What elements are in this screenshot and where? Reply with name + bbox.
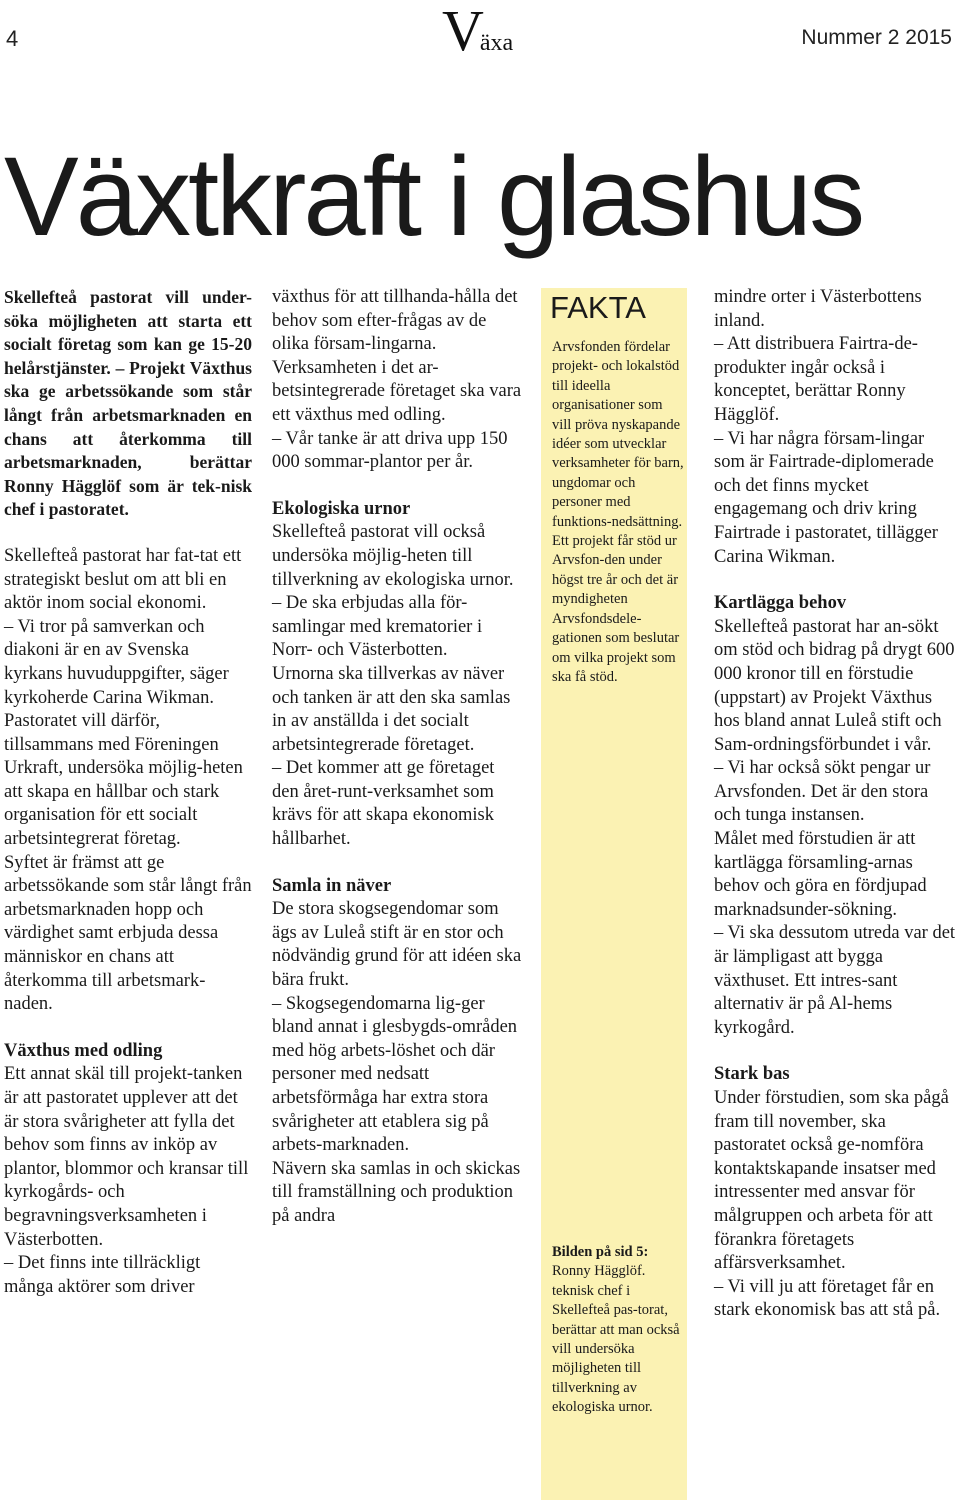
body-paragraph: – Vi har också sökt pengar ur Arvsfonden. Det är den stora och tunga instansen.	[714, 758, 931, 826]
page-number: 4	[6, 26, 19, 51]
article-column-4	[714, 286, 958, 1323]
subheading: Ekologiska urnor	[272, 498, 411, 519]
body-paragraph: växthus för att tillhanda-hålla det behov som efter-frågas av de olika försam-lingarna.	[272, 287, 518, 355]
lead-paragraph: Skellefteå pastorat vill under-söka möjligheten att starta ett socialt företag som kan ge 15-20 helårstjänster. – Projekt Växthus ska ge arbetssökande som står långt från arbetsmarknaden en chans att återkomma till arbetsmarknaden, berättar Ronny Hägglöf som är tek-nisk chef i pastoratet.	[4, 287, 252, 520]
body-paragraph: Under förstudien, som ska pågå fram till november, ska pastoratet också ge-nomföra kontaktskapande insatser med intressenter med ansvar för målgruppen och arbeta för att förankra företagets affärsverksamhet.	[714, 1088, 949, 1274]
subheading: Stark bas	[714, 1064, 790, 1085]
masthead-rest: äxa	[479, 30, 514, 56]
fakta-body: Arvsfonden fördelar projekt- och lokalstöd till ideella organisationer som vill pröva nyskapande idéer som utvecklar verksamheter för barn, ungdomar och personer med funktions-nedsättning. Ett projekt får stöd ur Arvsfon-den under högst tre år och det är myndigheten Arvsfondsdele-gationen som beslutar om vilka projekt som ska få stöd.	[552, 339, 684, 685]
body-paragraph: – Vi har några försam-lingar som är Fairtrade-diplomerade och det finns mycket engagemang och driv kring Fairtrade i pastoratet, tillägger Carina Wikman.	[714, 428, 938, 567]
body-paragraph: Nävern ska samlas in och skickas till framställning och produktion på andra	[272, 1158, 521, 1226]
subheading: Växthus med odling	[4, 1040, 163, 1061]
caption-heading: Bilden på sid 5:	[552, 1244, 649, 1260]
body-paragraph: – Vår tanke är att driva upp 150 000 sommar-plantor per år.	[272, 428, 508, 473]
body-paragraph: mindre orter i Västerbottens inland.	[714, 287, 922, 331]
body-paragraph: – Vi ska dessutom utreda var det är lämpligast att bygga växthuset. Ett intres-sant alternativ är på Al-hems kyrkogård.	[714, 923, 956, 1038]
body-paragraph: – Att distribuera Fairtra-de-produkter ingår också i konceptet, berättar Ronny Hägglöf.	[714, 334, 918, 425]
body-paragraph: – Det kommer att ge företaget den året-runt-verksamhet som krävs för att skapa ekonomisk hållbarhet.	[272, 758, 495, 850]
fakta-title: FAKTA	[550, 290, 646, 325]
body-paragraph: Syftet är främst att ge arbetssökande som står långt från arbetsmarknaden hopp och värdighet samt erbjuda dessa människor en chans att återkomma till arbetsmark-naden.	[4, 852, 252, 1015]
article-headline: Växtkraft i glashus	[4, 134, 863, 259]
body-paragraph: De stora skogsegendomar som ägs av Luleå stift är en stor och nödvändig grund för att idéen ska bära frukt.	[272, 899, 522, 991]
body-paragraph: – Det finns inte tillräckligt många aktörer som driver	[4, 1253, 201, 1297]
issue-label: Nummer 2 2015	[801, 26, 952, 49]
body-paragraph: – De ska erbjudas alla för-samlingar med krematorier i Norr- och Västerbotten.	[272, 593, 483, 661]
body-paragraph: Skellefteå pastorat vill också undersöka möjlig-heten till tillverkning av ekologiska urnor.	[272, 522, 514, 590]
masthead-logo	[442, 0, 514, 63]
article-column-1	[4, 286, 252, 1299]
masthead-initial: V	[442, 0, 484, 63]
body-paragraph: Skellefteå pastorat har an-sökt om stöd och bidrag på drygt 600 000 kronor till en förstudie (uppstart) av Projekt Växthus hos bland annat Luleå stift och Sam-ordningsförbundet i vår.	[714, 616, 955, 755]
body-paragraph: Pastoratet vill därför, tillsammans med Föreningen Urkraft, undersöka möjlig-heten att skapa en hållbar och stark organisation för ett socialt arbetsintegrerat företag.	[4, 711, 243, 850]
body-paragraph: Målet med förstudien är att kartlägga församling-arnas behov och göra en fördjupad marknadsunder-sökning.	[714, 829, 927, 920]
caption-body: Ronny Hägglöf. teknisk chef i Skellefteå pas-torat, berättar att man också vill undersöka möjligheten till tillverkning av ekologiska urnor.	[552, 1263, 680, 1416]
body-paragraph: Urnorna ska tillverkas av näver och tanken är att den ska samlas in av anställda i det socialt arbetsintegrerade företaget.	[272, 663, 511, 755]
body-paragraph: – Vi tror på samverkan och diakoni är en av Svenska kyrkans huvuduppgifter, säger kyrkoherde Carina Wikman.	[4, 616, 229, 708]
body-paragraph: Skellefteå pastorat har fat-tat ett strategiskt beslut om att bli en aktör inom social ekonomi.	[4, 545, 242, 614]
subheading: Samla in näver	[272, 875, 392, 896]
body-paragraph: – Vi vill ju att företaget får en stark ekonomisk bas att stå på.	[714, 1276, 941, 1321]
body-paragraph: – Skogsegendomarna lig-ger bland annat i glesbygds-områden med hög arbets-löshet och där personer med nedsatt arbetsförmåga har extra stora svårigheter att etablera sig på arbets-marknaden.	[272, 993, 518, 1156]
body-paragraph: Ett annat skäl till projekt-tanken är att pastoratet upplever att det är stora svårigheter att fylla det behov som finns av inköp av plantor, blommor och kransar till kyrkogårds- och begravningsverksamheten i Västerbotten.	[4, 1064, 249, 1250]
body-paragraph: Verksamheten i det ar-betsintegrerade företaget ska vara ett växthus med odling.	[272, 357, 522, 425]
subheading: Kartlägga behov	[714, 593, 847, 614]
article-column-2	[272, 286, 522, 1229]
photo-caption	[552, 1243, 684, 1418]
